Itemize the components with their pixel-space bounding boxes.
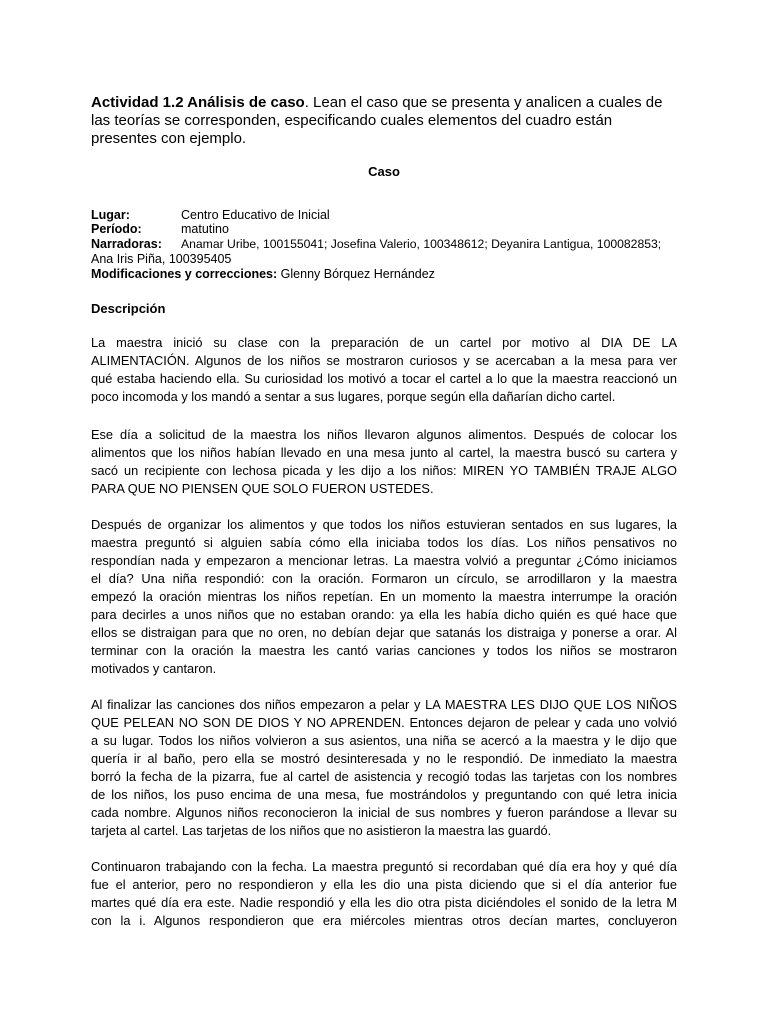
paragraph-line: a su lugar. Todos los niños volvieron a sus asientos, una niña se acercó a la maestra y le dijo que xyxy=(91,733,677,748)
paragraph-line: cada nombre. Algunos niños reconocieron la inicial de sus nombres y fueron parándose a llevar su xyxy=(91,805,677,820)
paragraph-line: Después de organizar los alimentos y que todos los niños estuvieran sentados en sus lugares, la xyxy=(91,517,677,532)
paragraph-line: PARA QUE NO PIENSEN QUE SOLO FUERON USTEDES. xyxy=(91,481,434,496)
paragraph-line: de los niños, los puso encima de una mesa, fue mostrándolos y preguntando con qué letra inicia xyxy=(91,787,677,802)
meta-narradoras xyxy=(91,237,677,252)
paragraph-line: respondían nada y empezaron a mencionar letras. La maestra volvió a preguntar ¿Cómo iniciamos xyxy=(91,553,677,568)
paragraph-line: alimentos que los niños habían llevado en una mesa junto al cartel, la maestra buscó su cartera y xyxy=(91,445,677,460)
paragraph-line: terminar con la oración la maestra les cantó varias canciones y todos los niños se mostraron xyxy=(91,643,677,658)
paragraph-line: martes qué día era este. Nadie respondió y ella les dio otra pista diciéndoles el sonido de la letra M xyxy=(91,895,677,910)
case-title: Caso xyxy=(368,164,400,179)
paragraph-line: Continuaron trabajando con la fecha. La maestra preguntó si recordaban qué día era hoy y qué día xyxy=(91,859,677,874)
periodo-label: Período: xyxy=(91,222,142,236)
paragraph-line: ALIMENTACIÓN. Algunos de los niños se mostraron curiosos y se acercaban a la mesa para ver xyxy=(91,353,677,368)
paragraph-4 xyxy=(91,696,677,840)
paragraph-line: La maestra inició su clase con la preparación de un cartel por motivo al DIA DE LA xyxy=(91,335,677,350)
paragraph-line: motivados y cantaron. xyxy=(91,661,217,676)
paragraph-line: sacó un recipiente con lechosa picada y les dijo a los niños: MIREN YO TAMBIÉN TRAJE ALGO xyxy=(91,463,677,478)
paragraph-1 xyxy=(91,334,677,406)
activity-heading-bold: Actividad 1.2 Análisis de caso xyxy=(91,94,305,111)
narradoras-label: Narradoras: xyxy=(91,237,162,251)
activity-heading-text: . Lean el caso que se presenta y analicen a cuales de las teorías se corresponden, especificando cuales elementos del cuadro están presentes con ejemplo. xyxy=(91,94,663,147)
meta-modificaciones xyxy=(91,267,677,282)
paragraph-line: qué estaba haciendo ella. Su curiosidad los motivó a tocar el cartel a lo que la maestra reaccionó un xyxy=(91,371,677,386)
paragraph-line: ellos se distraigan para que no oren, no debían dejar que satanás los distraiga y ponerse a orar. Al xyxy=(91,625,677,640)
paragraph-3 xyxy=(91,516,677,678)
paragraph-2 xyxy=(91,426,677,498)
paragraph-line: Al finalizar las canciones dos niños empezaron a pelar y LA MAESTRA LES DIJO QUE LOS NIÑOS xyxy=(91,697,677,712)
meta-periodo xyxy=(91,222,677,237)
paragraph-line: con la i. Algunos respondieron que era miércoles mientras otros decían martes, concluyeron xyxy=(91,913,677,928)
narradoras-value: Anamar Uribe, 100155041; Josefina Valerio, 100348612; Deyanira Lantigua, 100082853; xyxy=(181,237,662,251)
paragraph-5 xyxy=(91,858,677,930)
paragraph-line: borró la fecha de la pizarra, fue al cartel de asistencia y recogió todas las tarjetas con los nombres xyxy=(91,769,677,784)
paragraph-line: para decirles a unos niños que no estaban orando: ya ella les había dicho quién es qué hace que xyxy=(91,607,677,622)
meta-lugar xyxy=(91,208,677,223)
paragraph-line: quería ir al baño, pero ella se mostró desinteresada y no le respondió. De inmediato la maestra xyxy=(91,751,677,766)
paragraph-line: tarjeta al cartel. Las tarjetas de los niños que no asistieron la maestra las guardó. xyxy=(91,823,552,838)
modificaciones-value: Glenny Bórquez Hernández xyxy=(277,267,435,281)
activity-heading xyxy=(91,94,677,148)
description-title: Descripción xyxy=(91,301,166,316)
narradoras-value-cont: Ana Iris Piña, 100395405 xyxy=(91,252,232,266)
paragraph-line: el día? Una niña respondió: con la oración. Formaron un círculo, se arrodillaron y la maestra xyxy=(91,571,677,586)
paragraph-line: maestra preguntó si alguien sabía cómo ella iniciaba todos los días. Los niños pensativos no xyxy=(91,535,677,550)
lugar-value: Centro Educativo de Inicial xyxy=(181,208,330,222)
periodo-value: matutino xyxy=(181,222,229,236)
paragraph-line: empezó la oración mientras los niños repetían. En un momento la maestra interrumpe la oración xyxy=(91,589,677,604)
paragraph-line: Ese día a solicitud de la maestra los niños llevaron algunos alimentos. Después de colocar los xyxy=(91,427,677,442)
paragraph-line: fue el anterior, pero no respondieron y ella les dio una pista diciendo que si el día anterior fue xyxy=(91,877,677,892)
paragraph-line: QUE PELEAN NO SON DE DIOS Y NO APRENDEN. Entonces dejaron de pelear y cada uno volvió xyxy=(91,715,677,730)
meta-narradoras-cont xyxy=(91,252,677,267)
paragraph-line: poco incomoda y los mandó a sentar a sus lugares, porque según ella dañarían dicho cartel. xyxy=(91,389,616,404)
lugar-label: Lugar: xyxy=(91,208,130,222)
modificaciones-label: Modificaciones y correcciones: xyxy=(91,267,278,281)
